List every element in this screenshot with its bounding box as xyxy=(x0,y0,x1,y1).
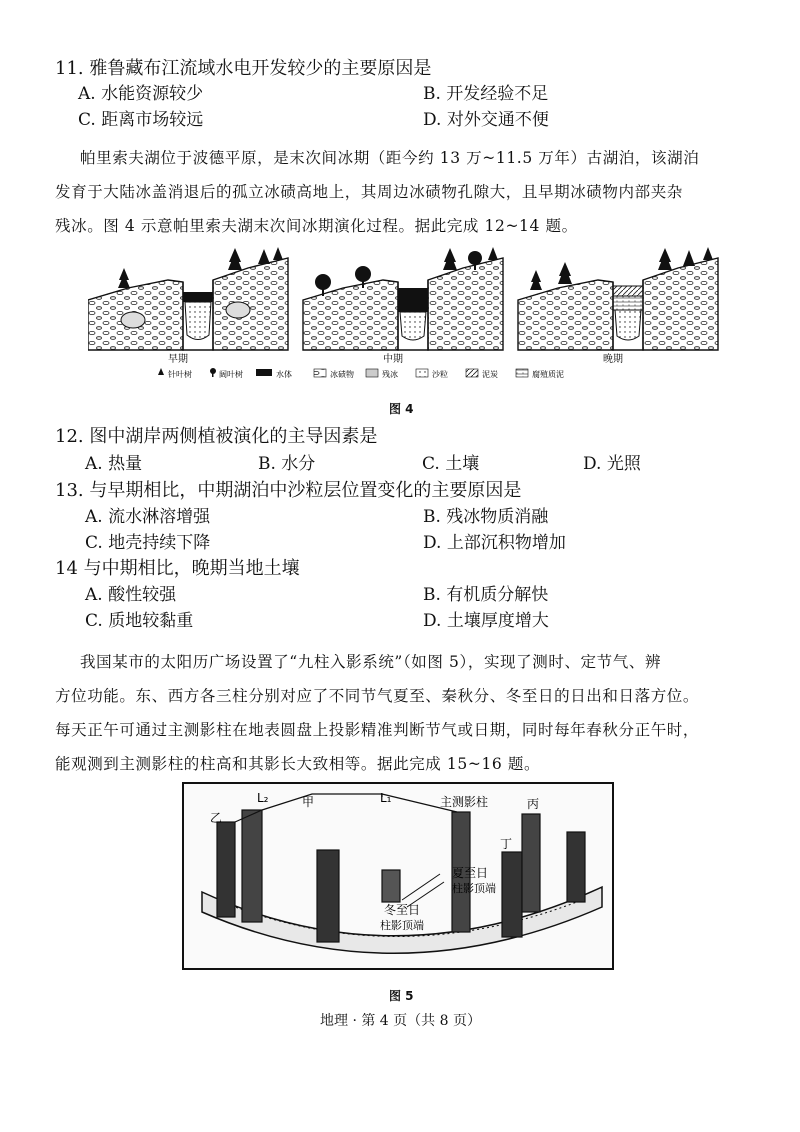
q14-option-c[interactable]: C. 质地较黏重 xyxy=(85,611,194,631)
passage1-line2: 发育于大陆冰盖消退后的孤立冰碛高地上，其周边冰碛物孔隙大，且早期冰碛物内部夹杂 xyxy=(55,183,683,201)
q12-option-d[interactable]: D. 光照 xyxy=(583,454,641,474)
legend-humus: 腐殖质泥 xyxy=(532,370,564,379)
figure4-caption: 图 4 xyxy=(389,402,414,416)
q14-stem: 14 与中期相比，晚期当地土壤 xyxy=(55,558,300,579)
figure4-label-late: 晚期 xyxy=(603,354,623,365)
legend-moraine: 冰碛物 xyxy=(330,370,354,379)
fig5-jia: 甲 xyxy=(302,795,315,809)
figure5-diagram xyxy=(182,782,614,972)
legend-water: 水体 xyxy=(276,370,292,379)
q11-stem: 11. 雅鲁藏布江流域水电开发较少的主要原因是 xyxy=(55,58,432,79)
fig5-l1: L₁ xyxy=(380,791,392,805)
q11-option-c[interactable]: C. 距离市场较远 xyxy=(78,110,204,130)
figure5-caption: 图 5 xyxy=(389,989,414,1003)
q14-option-a[interactable]: A. 酸性较强 xyxy=(85,585,177,605)
passage1-line1: 帕里索夫湖位于波德平原，是末次间冰期（距今约 13 万~11.5 万年）古湖泊，该湖泊 xyxy=(80,149,700,167)
q11-option-b[interactable]: B. 开发经验不足 xyxy=(423,84,549,104)
q11-option-d[interactable]: D. 对外交通不便 xyxy=(423,110,549,130)
figure4-panel-middle xyxy=(303,247,503,350)
figure4-label-early: 早期 xyxy=(168,354,188,365)
q13-option-b[interactable]: B. 残冰物质消融 xyxy=(423,507,549,527)
q12-stem: 12. 图中湖岸两侧植被演化的主导因素是 xyxy=(55,426,378,447)
q14-option-b[interactable]: B. 有机质分解快 xyxy=(423,585,549,605)
passage2-line4: 能观测到主测影柱的柱高和其影长大致相等。据此完成 15~16 题。 xyxy=(55,755,541,773)
passage2-line1: 我国某市的太阳历广场设置了“九柱入影系统”（如图 5），实现了测时、定节气、辨 xyxy=(80,653,662,671)
fig5-winter2: 柱影顶端 xyxy=(380,919,424,932)
fig5-ding: 丁 xyxy=(500,837,513,851)
fig5-summer: 夏至日 xyxy=(452,866,489,880)
legend-sand: 沙粒 xyxy=(432,370,448,379)
legend-peat: 泥炭 xyxy=(482,370,498,379)
legend-conifer: 针叶树 xyxy=(168,370,192,379)
passage2-line2: 方位功能。东、西方各三柱分别对应了不同节气夏至、秦秋分、冬至日的日出和日落方位。 xyxy=(55,687,700,705)
fig5-summer2: 柱影顶端 xyxy=(452,882,496,895)
figure4-panel-early xyxy=(88,247,288,350)
q13-option-c[interactable]: C. 地壳持续下降 xyxy=(85,533,211,553)
legend-broadleaf: 阔叶树 xyxy=(219,370,243,379)
figure4-diagram xyxy=(88,240,728,390)
figure4-legend xyxy=(158,368,564,379)
fig5-bing: 丙 xyxy=(527,797,540,811)
q14-option-d[interactable]: D. 土壤厚度增大 xyxy=(423,611,549,631)
legend-ice: 残冰 xyxy=(382,370,398,379)
q13-option-d[interactable]: D. 上部沉积物增加 xyxy=(423,533,566,553)
q13-option-a[interactable]: A. 流水淋溶增强 xyxy=(85,507,211,527)
figure4-label-middle: 中期 xyxy=(383,354,403,365)
fig5-main: 主测影柱 xyxy=(440,795,489,809)
q13-stem: 13. 与早期相比，中期湖泊中沙粒层位置变化的主要原因是 xyxy=(55,480,522,501)
q11-option-a[interactable]: A. 水能资源较少 xyxy=(78,84,204,104)
fig5-yi: 乙 xyxy=(210,811,223,825)
passage2-line3: 每天正午可通过主测影柱在地表圆盘上投影精准判断节气或日期，同时每年春秋分正午时， xyxy=(55,721,700,739)
passage1-line3: 残冰。图 4 示意帕里索夫湖末次间冰期演化过程。据此完成 12~14 题。 xyxy=(55,217,578,235)
figure4-panel-late xyxy=(518,247,718,350)
q12-option-c[interactable]: C. 土壤 xyxy=(422,454,480,474)
fig5-l2: L₂ xyxy=(257,791,269,805)
fig5-winter: 冬至日 xyxy=(384,903,421,917)
q12-option-a[interactable]: A. 热量 xyxy=(85,454,143,474)
q12-option-b[interactable]: B. 水分 xyxy=(258,454,316,474)
page-footer: 地理 · 第 4 页（共 8 页） xyxy=(320,1013,481,1029)
